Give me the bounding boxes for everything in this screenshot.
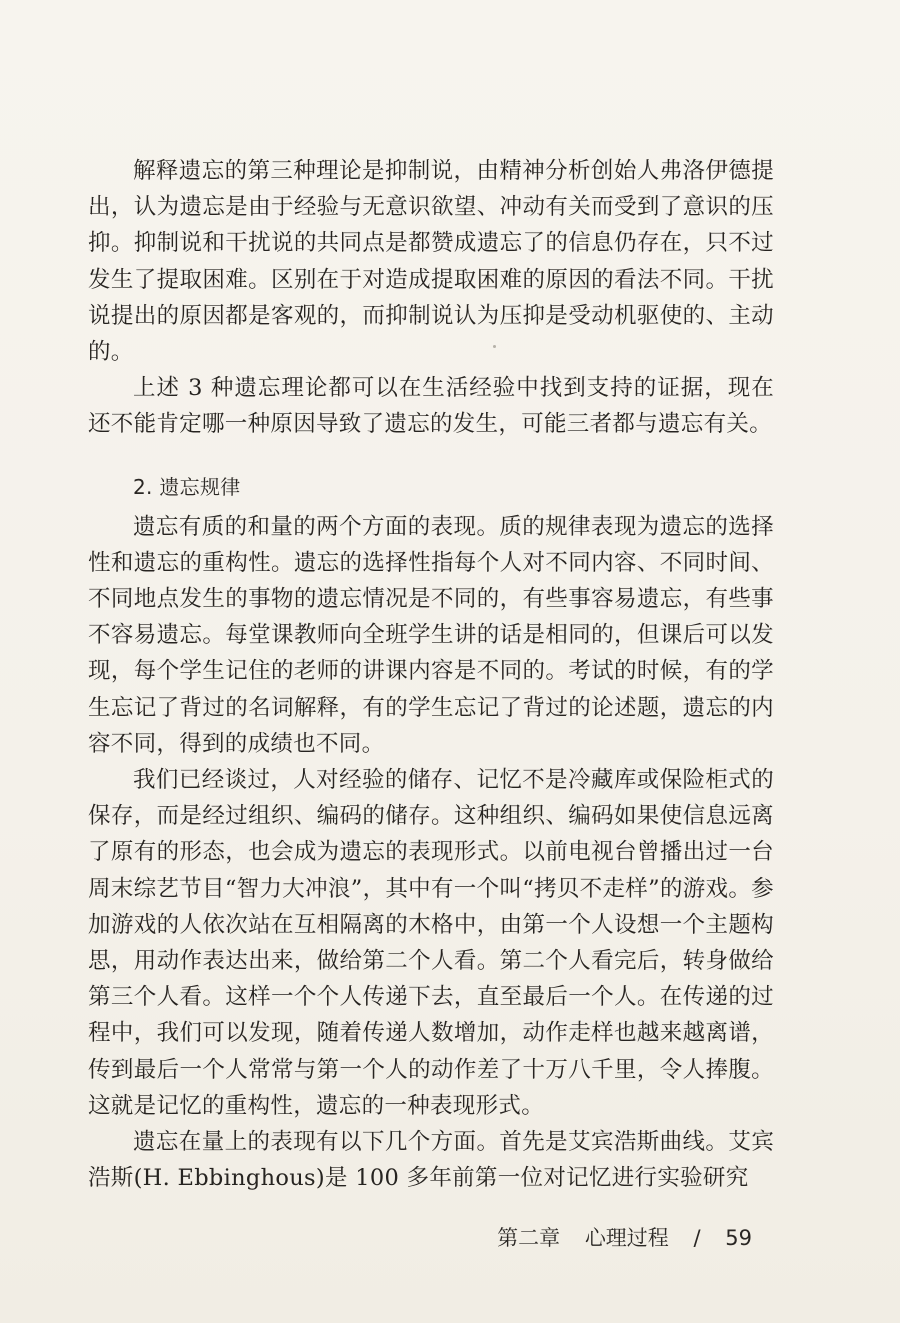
paragraph-quantity-of-forgetting: 遗忘在量上的表现有以下几个方面。首先是艾宾浩斯曲线。艾宾浩斯(H. Ebbinghous)是 100 多年前第一位对记忆进行实验研究 [88,1129,774,1192]
paragraph-quality-of-forgetting: 遗忘有质的和量的两个方面的表现。质的规律表现为遗忘的选择性和遗忘的重构性。遗忘的选择性指每个人对不同内容、不同时间、不同地点发生的事物的遗忘情况是不同的，有些事容易遗忘，有些事不容易遗忘。每堂课教师向全班学生讲的话是相同的，但课后可以发现，每个学生记住的老师的讲课内容是不同的。考试的时候，有的学生忘记了背过的名词解释，有的学生忘记了背过的论述题，遗忘的内容不同，得到的成绩也不同。 [88,513,774,757]
scan-speck [493,345,496,348]
footer-page-number: 59 [725,1226,752,1250]
paragraph-repression-theory: 解释遗忘的第三种理论是抑制说，由精神分析创始人弗洛伊德提出，认为遗忘是由于经验与无意识欲望、冲动有关而受到了意识的压抑。抑制说和干扰说的共同点是都赞成遗忘了的信息仍存在，只不过发生了提取困难。区别在于对造成提取困难的原因的看法不同。干扰说提出的原因都是客观的，而抑制说认为压抑是受动机驱使的、主动的。 [88,158,774,366]
paragraph-three-theories: 上述 3 种遗忘理论都可以在生活经验中找到支持的证据，现在还不能肯定哪一种原因导致了遗忘的发生，可能三者都与遗忘有关。 [88,375,774,438]
body-text [88,153,774,1196]
page-footer [497,1222,752,1252]
footer-chapter: 第二章 [497,1226,561,1250]
footer-separator: / [693,1226,701,1250]
paragraph-reconstruction: 我们已经谈过，人对经验的储存、记忆不是冷藏库或保险柜式的保存，而是经过组织、编码的储存。这种组织、编码如果使信息远离了原有的形态，也会成为遗忘的表现形式。以前电视台曾播出过一台周末综艺节目“智力大冲浪”，其中有一个叫“拷贝不走样”的游戏。参加游戏的人依次站在互相隔离的木格中，由第一个人设想一个主题构思，用动作表达出来，做给第二个人看。第二个人看完后，转身做给第三个人看。这样一个个人传递下去，直至最后一个人。在传递的过程中，我们可以发现，随着传递人数增加，动作走样也越来越离谱，传到最后一个人常常与第一个人的动作差了十万八千里，令人捧腹。这就是记忆的重构性，遗忘的一种表现形式。 [88,767,774,1119]
footer-chapter-title: 心理过程 [584,1226,669,1250]
section-heading-forgetting-rules: 2. 遗忘规律 [133,474,241,499]
